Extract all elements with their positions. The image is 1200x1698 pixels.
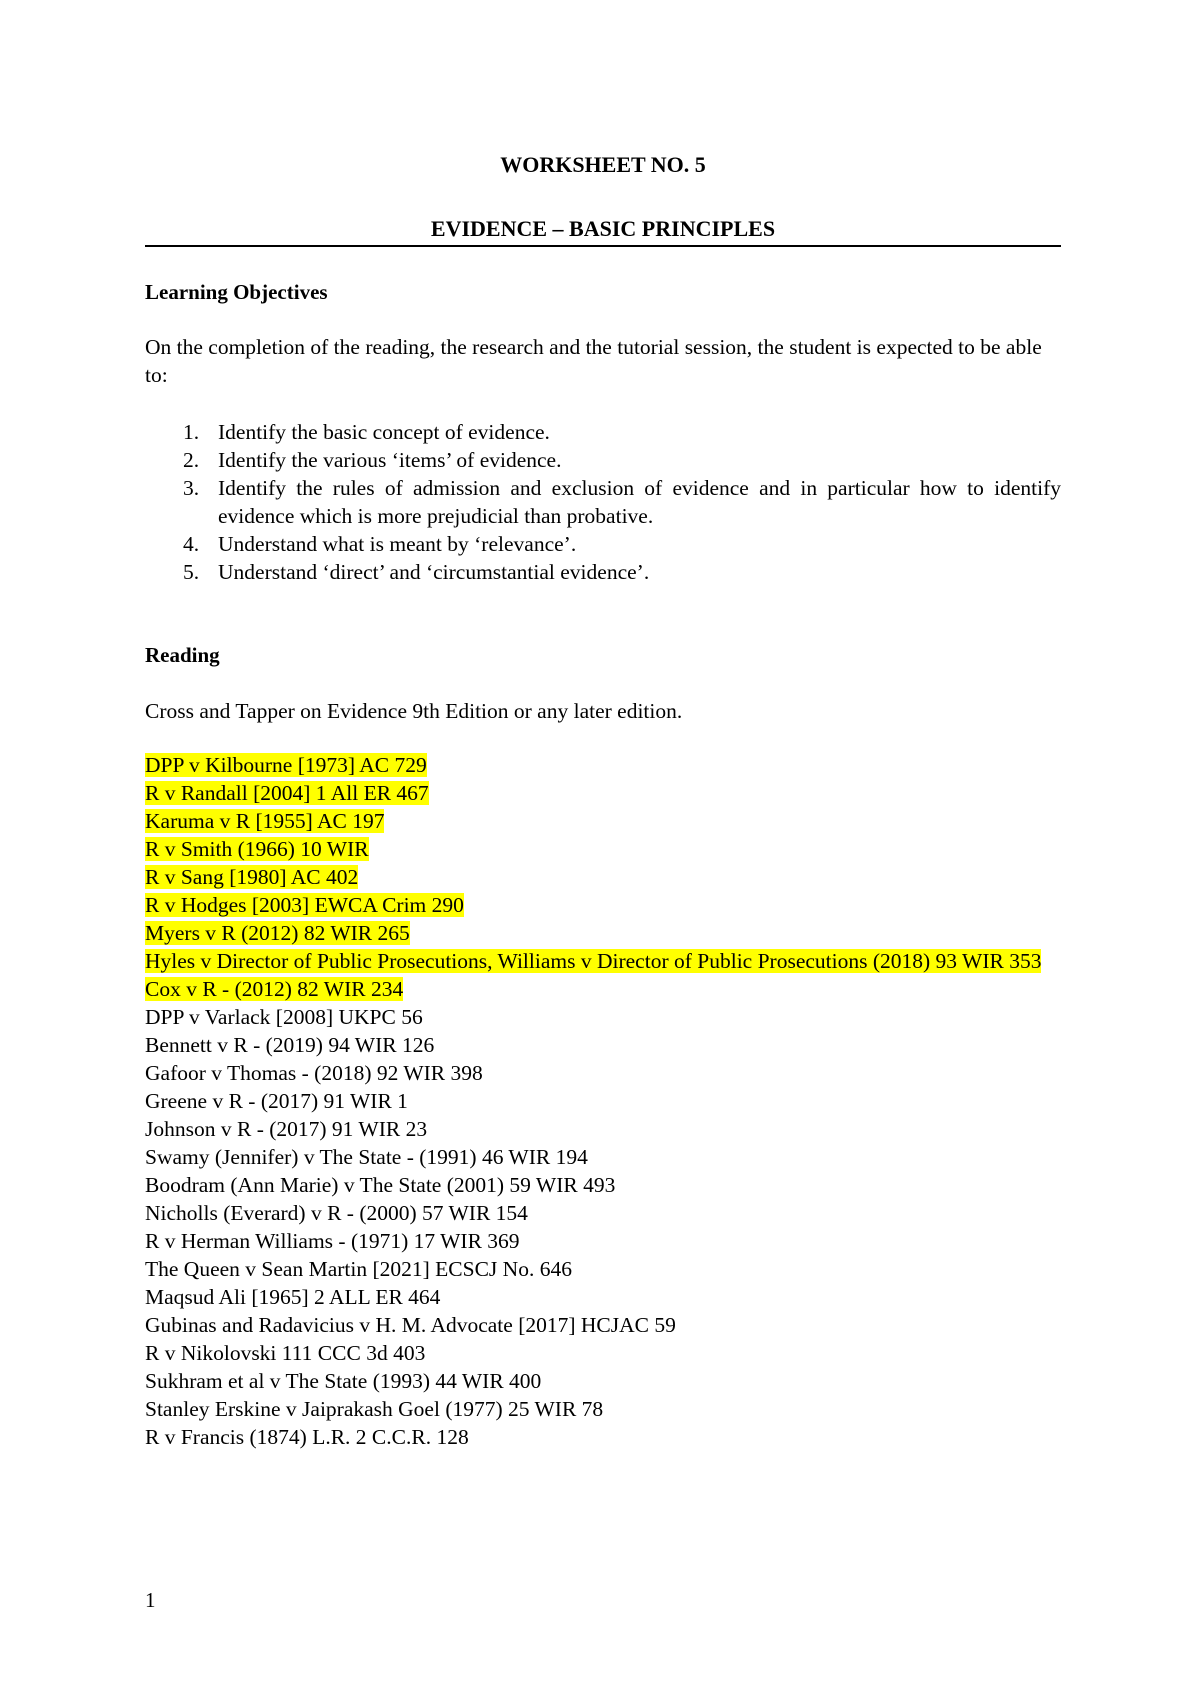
case-item [145,919,1061,947]
case-citation: The Queen v Sean Martin [2021] ECSCJ No. 646 [145,1257,572,1281]
objective-number: 2. [183,448,200,472]
case-item [145,1115,1061,1143]
objective-text: Identify the rules of admission and exclusion of evidence and in particular how to identify evidence which is more prejudicial than probative. [218,476,1061,528]
case-item [145,1283,1061,1311]
case-citation: Johnson v R - (2017) 91 WIR 23 [145,1117,428,1141]
case-citation-highlighted: R v Randall [2004] 1 All ER 467 [145,781,429,805]
title-divider [145,245,1061,247]
objective-text: Understand what is meant by ‘relevance’. [218,532,577,556]
case-citation-highlighted: R v Sang [1980] AC 402 [145,865,359,889]
case-citation: Boodram (Ann Marie) v The State (2001) 59 WIR 493 [145,1173,616,1197]
case-citation-highlighted: Cox v R - (2012) 82 WIR 234 [145,977,404,1001]
objectives-list [145,418,1061,586]
document-title: WORKSHEET NO. 5 [500,152,706,177]
case-item [145,1171,1061,1199]
case-citation-highlighted: Myers v R (2012) 82 WIR 265 [145,921,410,945]
case-citation: DPP v Varlack [2008] UKPC 56 [145,1005,423,1029]
case-citation: R v Nikolovski 111 CCC 3d 403 [145,1341,426,1365]
page-number: 1 [145,1588,156,1612]
objective-number: 5. [183,560,200,584]
case-citation-highlighted: R v Smith (1966) 10 WIR [145,837,369,861]
objective-item [145,474,1061,530]
case-item [145,1003,1061,1031]
case-item [145,835,1061,863]
objective-item [145,530,1061,558]
objective-text: Identify the basic concept of evidence. [218,420,550,444]
case-item [145,1339,1061,1367]
case-item [145,779,1061,807]
objective-item [145,418,1061,446]
case-item [145,1367,1061,1395]
case-item [145,751,1061,779]
case-citation-highlighted: Hyles v Director of Public Prosecutions, Williams v Director of Public Prosecutions (2018) 93 WIR 353 [145,949,1042,973]
case-citation: Stanley Erskine v Jaiprakash Goel (1977) 25 WIR 78 [145,1397,604,1421]
case-item [145,891,1061,919]
case-item [145,1227,1061,1255]
objectives-heading: Learning Objectives [145,280,328,304]
reading-heading: Reading [145,643,220,667]
case-citation: Gubinas and Radavicius v H. M. Advocate [2017] HCJAC 59 [145,1313,676,1337]
textbook-reference: Cross and Tapper on Evidence 9th Edition or any later edition. [145,699,683,723]
objective-text: Understand ‘direct’ and ‘circumstantial evidence’. [218,560,650,584]
case-item [145,1311,1061,1339]
case-citation-highlighted: DPP v Kilbourne [1973] AC 729 [145,753,427,777]
case-item [145,1395,1061,1423]
case-item [145,1087,1061,1115]
objective-number: 4. [183,532,200,556]
objectives-intro: On the completion of the reading, the research and the tutorial session, the student is expected to be able to: [145,335,1042,387]
case-item [145,1143,1061,1171]
case-citation: R v Herman Williams - (1971) 17 WIR 369 [145,1229,520,1253]
case-item [145,1199,1061,1227]
case-citation: Maqsud Ali [1965] 2 ALL ER 464 [145,1285,441,1309]
case-item [145,975,1061,1003]
case-item [145,1059,1061,1087]
case-item [145,863,1061,891]
objective-number: 1. [183,420,200,444]
case-item [145,1423,1061,1451]
objective-text: Identify the various ‘items’ of evidence. [218,448,562,472]
objective-item [145,558,1061,586]
objective-number: 3. [183,476,200,500]
case-citation: Gafoor v Thomas - (2018) 92 WIR 398 [145,1061,483,1085]
case-citation: Sukhram et al v The State (1993) 44 WIR 400 [145,1369,542,1393]
case-citation: R v Francis (1874) L.R. 2 C.C.R. 128 [145,1425,469,1449]
case-citation: Greene v R - (2017) 91 WIR 1 [145,1089,408,1113]
case-citation: Bennett v R - (2019) 94 WIR 126 [145,1033,435,1057]
case-item [145,1255,1061,1283]
case-citation: Swamy (Jennifer) v The State - (1991) 46 WIR 194 [145,1145,588,1169]
case-list [145,751,1061,1451]
objective-item [145,446,1061,474]
case-item [145,1031,1061,1059]
case-item [145,807,1061,835]
case-item [145,947,1061,975]
case-citation: Nicholls (Everard) v R - (2000) 57 WIR 154 [145,1201,528,1225]
case-citation-highlighted: R v Hodges [2003] EWCA Crim 290 [145,893,464,917]
document-subtitle: EVIDENCE – BASIC PRINCIPLES [430,216,776,241]
case-citation-highlighted: Karuma v R [1955] AC 197 [145,809,385,833]
